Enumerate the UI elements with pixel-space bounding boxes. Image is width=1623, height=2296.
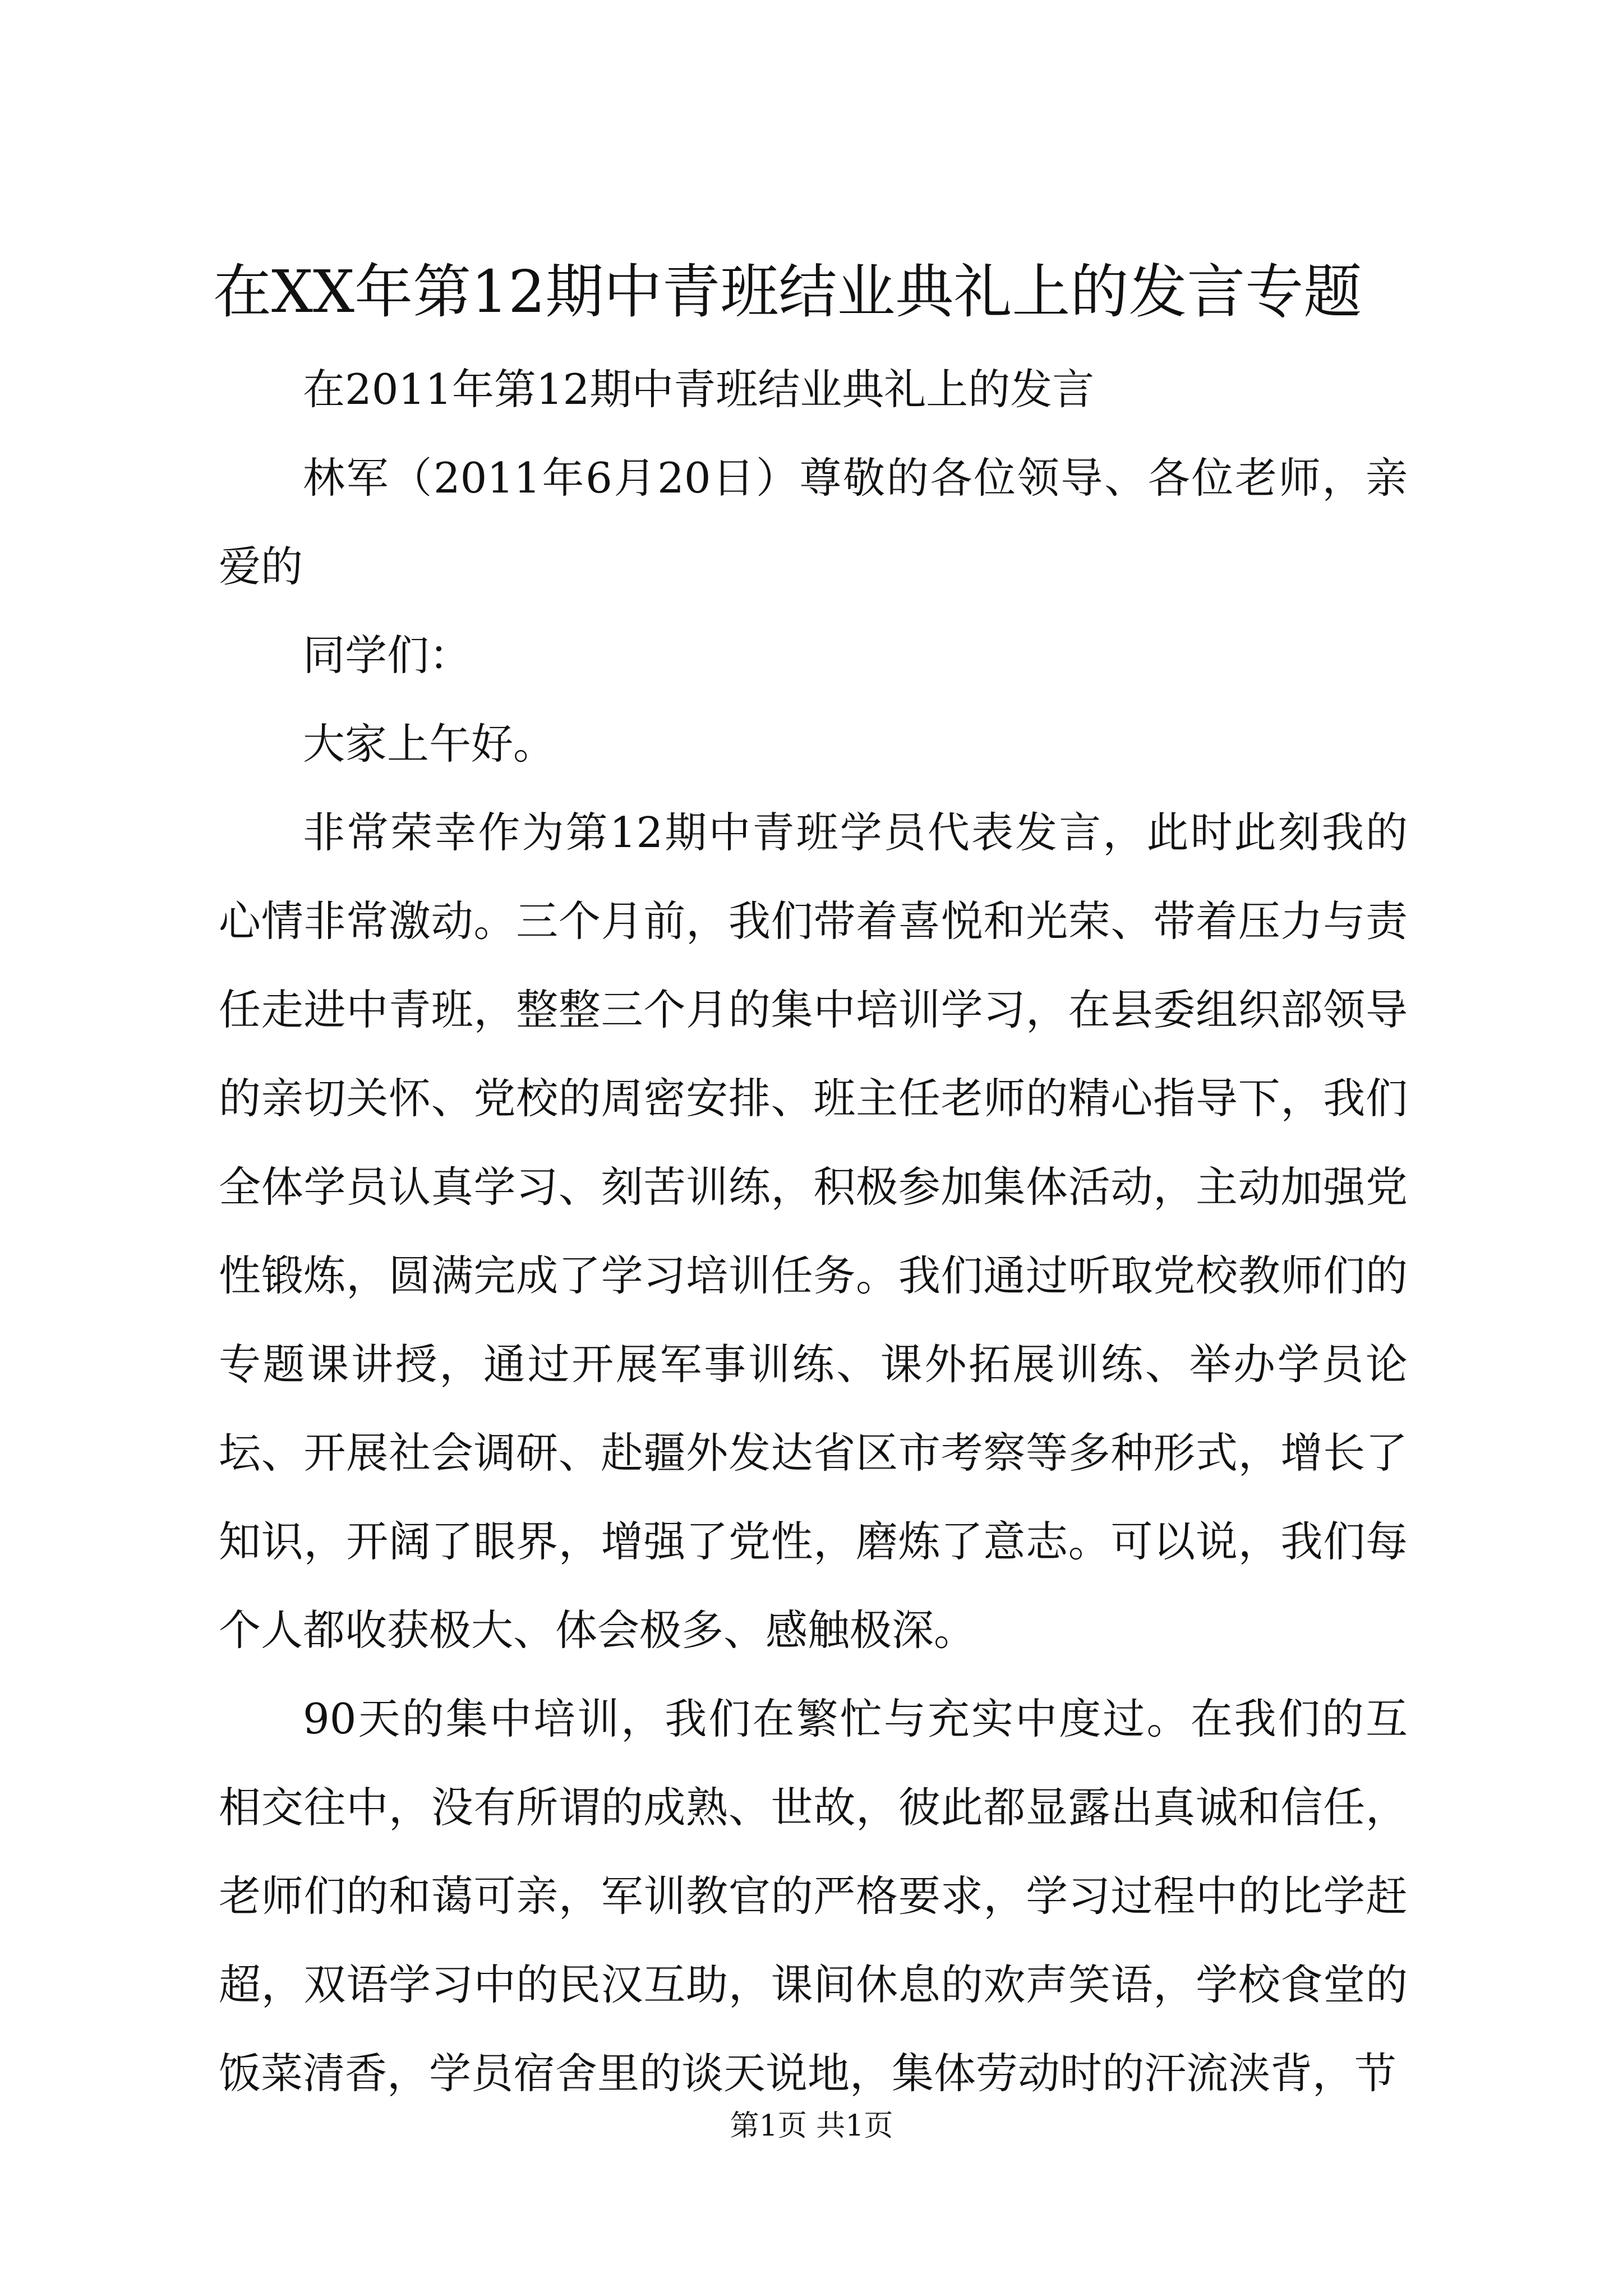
page-footer: 第1页 共1页 <box>730 2109 893 2143</box>
paragraph-honor-statement: 非常荣幸作为第12期中青班学员代表发言，此时此刻我的心情非常激动。三个月前，我们带着喜悦和光荣、带着压力与责任走进中青班，整整三个月的集中培训学习，在县委组织部领导的亲切关怀、党校的周密安排、班主任老师的精心指导下，我们全体学员认真学习、刻苦训练，积极参加集体活动，主动加强党性锻炼，圆满完成了学习培训任务。我们通过听取党校教师们的专题课讲授，通过开展军事训练、课外拓展训练、举办学员论坛、开展社会调研、赴疆外发达省区市考察等多种形式，增长了知识，开阔了眼界，增强了党性，磨炼了意志。可以说，我们每个人都收获极大、体会极多、感触极深。 <box>219 808 1408 1655</box>
document-body <box>219 345 1408 2118</box>
paragraph-classmates: 同学们： <box>303 631 472 680</box>
paragraph-subtitle: 在2011年第12期中青班结业典礼上的发言 <box>303 365 1095 414</box>
document-title: 在XX年第12期中青班结业典礼上的发言专题 <box>213 257 1362 326</box>
paragraph-training-days: 90天的集中培训，我们在繁忙与充实中度过。在我们的互相交往中，没有所谓的成熟、世故，彼此都显露出真诚和信任，老师们的和蔼可亲，军训教官的严格要求，学习过程中的比学赶超，双语学习中的民汉互助，课间休息的欢声笑语，学校食堂的饭菜清香，学员宿舍里的谈天说地，集体劳动时的汗流浃背，节 <box>219 1694 1408 2098</box>
paragraph-speaker-greeting: 林军（2011年6月20日）尊敬的各位领导、各位老师，亲爱的 <box>219 453 1408 591</box>
paragraph-good-morning: 大家上午好。 <box>303 719 556 769</box>
